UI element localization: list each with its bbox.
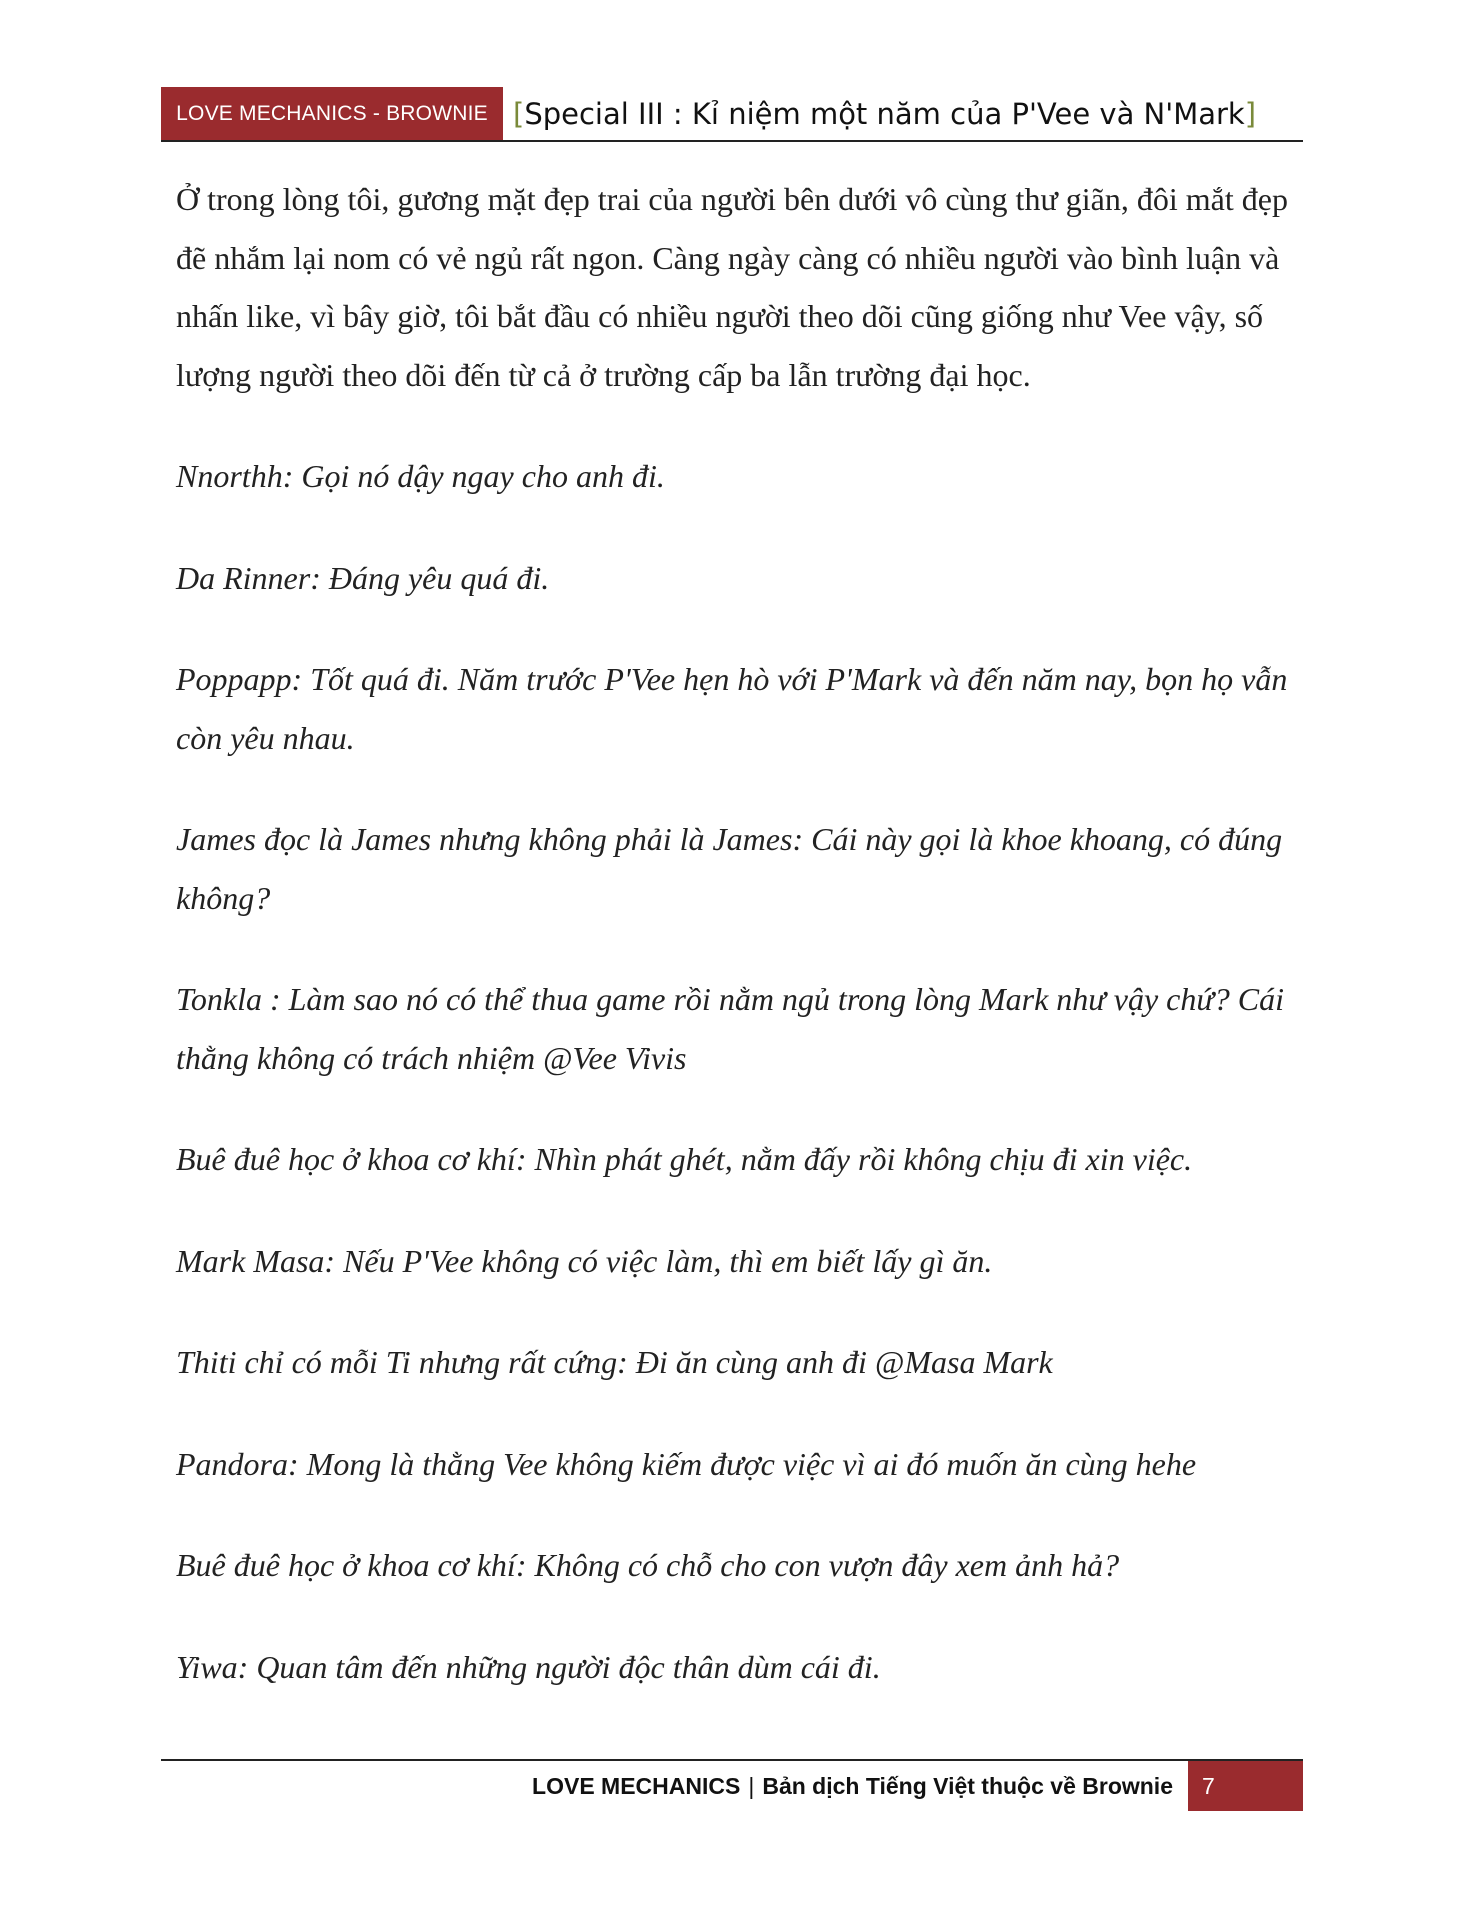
- bracket-close: ]: [1244, 97, 1257, 131]
- comment-paragraph: Poppapp: Tốt quá đi. Năm trước P'Vee hẹn hò với P'Mark và đến năm nay, bọn họ vẫn còn yêu nhau.: [176, 661, 1288, 756]
- footer-credit: [532, 1761, 1173, 1811]
- comment-paragraph: James đọc là James nhưng không phải là James: Cái này gọi là khoe khoang, có đúng không?: [176, 821, 1283, 916]
- comment-paragraph: Buê đuê học ở khoa cơ khí: Nhìn phát ghét, nằm đấy rồi không chịu đi xin việc.: [176, 1141, 1193, 1177]
- footer-credit-text: Bản dịch Tiếng Việt thuộc về Brownie: [762, 1773, 1173, 1799]
- comment-paragraph: Mark Masa: Nếu P'Vee không có việc làm, thì em biết lấy gì ăn.: [176, 1242, 993, 1279]
- intro-paragraph: Ở trong lòng tôi, gương mặt đẹp trai của người bên dưới vô cùng thư giãn, đôi mắt đẹp đẽ nhắm lại nom có vẻ ngủ rất ngon. Càng ngày càng có nhiều người vào bình luận và nhấn like, vì bây giờ, tôi bắt đầu có nhiều người theo dõi cũng giống như Vee vậy, số lượng người theo dõi đến từ cả ở trường cấp ba lẫn trường đại học.: [176, 181, 1288, 393]
- bracket-open: [: [513, 97, 525, 131]
- page-body: [176, 170, 1316, 1739]
- comment-paragraph: Da Rinner: Đáng yêu quá đi.: [176, 559, 550, 596]
- chapter-title: [513, 89, 1256, 139]
- page-footer: [161, 1759, 1303, 1815]
- chapter-title-text: Special III : Kỉ niệm một năm của P'Vee và N'Mark: [524, 97, 1245, 131]
- header-label: LOVE MECHANICS - BROWNIE: [161, 87, 503, 140]
- comment-paragraph: Buê đuê học ở khoa cơ khí: Không có chỗ cho con vượn đây xem ảnh hả?: [176, 1547, 1120, 1583]
- page-number: 7: [1188, 1761, 1303, 1811]
- comment-paragraph: Pandora: Mong là thằng Vee không kiếm được việc vì ai đó muốn ăn cùng hehe: [176, 1445, 1197, 1482]
- footer-separator: |: [748, 1773, 755, 1799]
- comment-paragraph: Tonkla : Làm sao nó có thể thua game rồi nằm ngủ trong lòng Mark như vậy chứ? Cái thằng không có trách nhiệm @Vee Vivis: [176, 981, 1285, 1076]
- comment-paragraph: Yiwa: Quan tâm đến những người độc thân dùm cái đi.: [176, 1648, 881, 1685]
- footer-book-title: LOVE MECHANICS: [532, 1773, 741, 1799]
- comment-paragraph: Nnorthh: Gọi nó dậy ngay cho anh đi.: [176, 458, 665, 494]
- comment-paragraph: Thiti chỉ có mỗi Ti nhưng rất cứng: Đi ăn cùng anh đi @Masa Mark: [176, 1344, 1053, 1380]
- header-rule: [161, 140, 1303, 142]
- page-header: [161, 87, 1303, 143]
